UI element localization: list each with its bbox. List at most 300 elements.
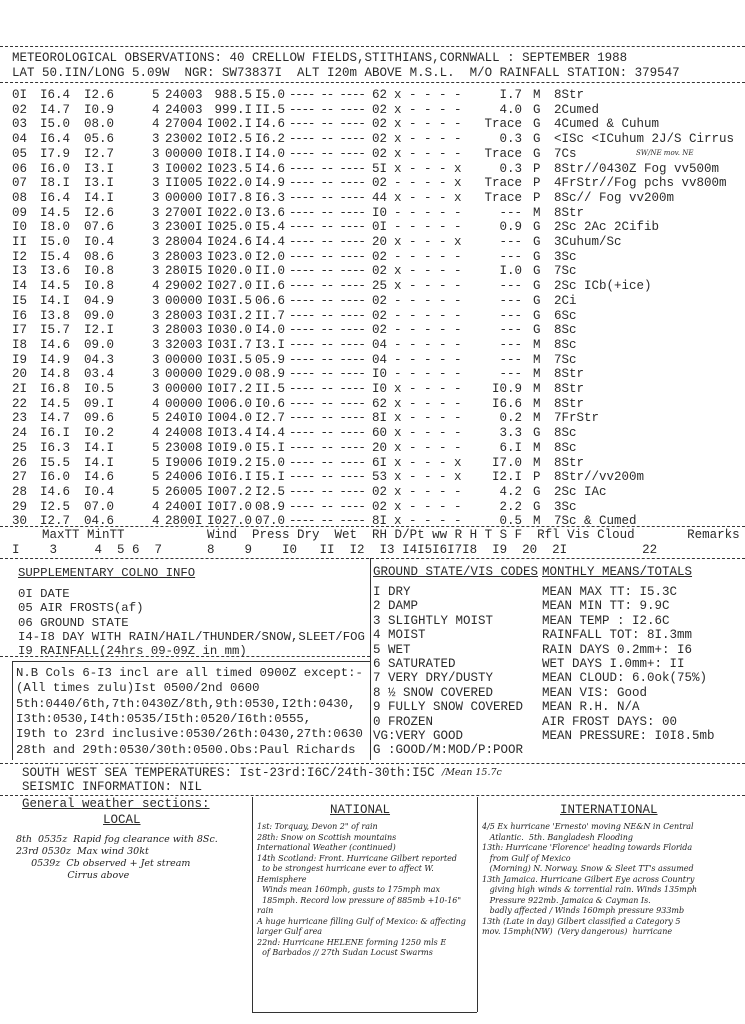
seismic-info: SEISMIC INFORMATION: NIL bbox=[22, 780, 203, 794]
table-row bbox=[0, 294, 745, 308]
pressure: I023.0 bbox=[206, 249, 252, 264]
nb-line: 5th:0440/6th,7th:0430Z/8th,9th:0530,I2th:0430, bbox=[16, 696, 356, 711]
national-note: 28th: Snow on Scottish mountains bbox=[257, 832, 397, 842]
min-temp: I3.I bbox=[84, 176, 115, 191]
blank-columns: ---- -- ---- bbox=[289, 235, 365, 249]
weather-flags: x - - - - bbox=[394, 382, 462, 396]
ground-code: 5 WET bbox=[373, 642, 411, 657]
cloud-remarks: 8Str bbox=[554, 88, 585, 102]
national-note: to be strongest hurricane ever to affect W. Hemisphere bbox=[257, 864, 437, 884]
cloud-remarks: 8Sc bbox=[554, 426, 577, 441]
min-temp: 09.0 bbox=[84, 337, 115, 352]
date: 25 bbox=[12, 440, 28, 455]
ground-code: G :GOOD/M:MOD/P:POOR bbox=[373, 743, 524, 758]
rainfall: --- bbox=[499, 235, 522, 249]
cloud-remarks: 8Sc bbox=[554, 440, 577, 455]
local-title: LOCAL bbox=[103, 813, 141, 827]
visibility: M bbox=[533, 382, 541, 396]
blank-columns: ---- -- ---- bbox=[289, 146, 365, 161]
blank-columns: ---- -- ---- bbox=[289, 117, 365, 132]
visibility: P bbox=[533, 470, 541, 485]
pressure: 988.5 bbox=[214, 88, 252, 102]
rainfall: I.7 bbox=[499, 88, 522, 102]
ground-code: 9 FULLY SNOW COVERED bbox=[373, 700, 524, 715]
blank-columns: ---- -- ---- bbox=[289, 470, 365, 485]
table-row bbox=[0, 500, 745, 514]
dry-bulb: 05.9 bbox=[255, 352, 286, 367]
ground-state: 3 bbox=[152, 176, 160, 191]
divider bbox=[0, 795, 745, 796]
min-temp: I4.I bbox=[84, 455, 115, 470]
blank-columns: ---- -- ---- bbox=[289, 293, 365, 308]
table-row bbox=[0, 279, 745, 293]
visibility: G bbox=[533, 146, 541, 161]
cloud-remarks: 8Str bbox=[554, 382, 585, 396]
max-temp: I4.9 bbox=[40, 352, 71, 367]
max-temp: I5.0 bbox=[40, 117, 71, 132]
blank-columns: ---- -- ---- bbox=[289, 279, 365, 294]
divider bbox=[0, 656, 370, 657]
table-row bbox=[0, 162, 745, 176]
supplementary-title: SUPPLEMENTARY COLNO INFO bbox=[18, 566, 196, 580]
cloud-remarks: 7FrStr bbox=[554, 411, 600, 426]
date: I6 bbox=[12, 308, 28, 323]
weather-code: 6I bbox=[372, 455, 388, 470]
table-row bbox=[0, 470, 745, 484]
date: I2 bbox=[12, 249, 28, 264]
rainfall: I7.0 bbox=[491, 455, 522, 470]
dry-bulb: I5.0 bbox=[255, 88, 286, 102]
ground-code: 4 MOIST bbox=[373, 628, 426, 643]
ground-state: 3 bbox=[152, 249, 160, 264]
ground-state: 3 bbox=[152, 323, 160, 338]
monthly-stat: WET DAYS I.0mm+: II bbox=[542, 657, 685, 671]
page-title: METEOROLOGICAL OBSERVATIONS: 40 CRELLOW FIELDS,STITHIANS,CORNWALL : SEPTEMBER 1988 bbox=[12, 51, 628, 65]
weather-code: 02 bbox=[372, 146, 388, 161]
international-note: 13th (Late in day) Gilbert classified a Category 5 bbox=[482, 916, 681, 926]
cloud-remarks: 3Sc bbox=[554, 499, 577, 514]
table-row bbox=[0, 441, 745, 455]
wind: 28003 bbox=[165, 249, 203, 264]
dry-bulb: I5.I bbox=[255, 440, 286, 455]
max-temp: I6.0 bbox=[40, 470, 71, 485]
visibility: M bbox=[533, 352, 541, 367]
cloud-remarks: 2Sc IAc bbox=[554, 484, 607, 499]
ground-code: 3 SLIGHTLY MOIST bbox=[373, 613, 494, 628]
rainfall: --- bbox=[499, 205, 522, 220]
cloud-remarks: 8Sc bbox=[554, 337, 577, 352]
min-temp: 04.9 bbox=[84, 293, 115, 308]
min-temp: 09.6 bbox=[84, 411, 115, 426]
wind: 2700I bbox=[165, 205, 203, 220]
ground-code: 2 DAMP bbox=[373, 599, 419, 614]
pressure: I022.0 bbox=[206, 205, 252, 220]
weather-flags: - - - - - bbox=[394, 367, 462, 382]
table-row bbox=[0, 176, 745, 190]
nb-line: 28th and 29th:0530/30th:0500.Obs:Paul Richards bbox=[16, 742, 356, 757]
date: 26 bbox=[12, 455, 28, 470]
general-weather-title: General weather sections: bbox=[22, 797, 210, 811]
max-temp: I4.5 bbox=[40, 205, 71, 220]
wind: 28003 bbox=[165, 323, 203, 338]
table-row bbox=[0, 264, 745, 278]
dry-bulb: II.0 bbox=[255, 264, 286, 279]
min-temp: I2.7 bbox=[84, 146, 115, 161]
visibility: G bbox=[533, 117, 541, 132]
date: I9 bbox=[12, 352, 28, 367]
cloud-remarks: 8Str//0430Z Fog vv500m bbox=[554, 161, 720, 176]
max-temp: I3.8 bbox=[40, 308, 71, 323]
table-row bbox=[0, 485, 745, 499]
ground-state: 5 bbox=[152, 88, 160, 102]
supplementary-item: 05 AIR FROSTS(af) bbox=[18, 601, 144, 616]
max-temp: I6.0 bbox=[40, 161, 71, 176]
dry-bulb: I2.5 bbox=[255, 484, 286, 499]
local-notes bbox=[16, 834, 248, 882]
blank-columns: ---- -- ---- bbox=[289, 514, 365, 529]
dry-bulb: II.6 bbox=[255, 279, 286, 294]
rainfall: I6.6 bbox=[491, 396, 522, 411]
visibility: M bbox=[533, 396, 541, 411]
min-temp: I2.6 bbox=[84, 205, 115, 220]
nb-line: I3th:0530,I4th:0535/I5th:0520/I6th:0555, bbox=[16, 711, 312, 726]
ground-state: 4 bbox=[152, 426, 160, 441]
visibility: P bbox=[533, 190, 541, 205]
date: 07 bbox=[12, 176, 28, 191]
national-note: International Weather (continued) bbox=[257, 843, 396, 852]
max-temp: I4.5 bbox=[40, 396, 71, 411]
rainfall: --- bbox=[499, 323, 522, 338]
weather-flags: x - - - x bbox=[394, 455, 462, 470]
national-notes bbox=[257, 822, 471, 959]
table-row bbox=[0, 88, 745, 102]
date: I3 bbox=[12, 264, 28, 279]
weather-flags: x - - - - bbox=[394, 88, 462, 102]
table-row bbox=[0, 411, 745, 425]
weather-flags: x - - - - bbox=[394, 426, 462, 441]
pressure: I0I6.I bbox=[206, 470, 252, 485]
weather-flags: - - - - - bbox=[394, 323, 462, 338]
weather-code: 8I bbox=[372, 514, 388, 529]
blank-columns: ---- -- ---- bbox=[289, 352, 365, 367]
max-temp: I5.5 bbox=[40, 455, 71, 470]
divider bbox=[0, 526, 745, 527]
ground-state: 3 bbox=[152, 308, 160, 323]
date: 05 bbox=[12, 146, 28, 161]
table-row bbox=[0, 309, 745, 323]
weather-code: 62 bbox=[372, 88, 388, 102]
ground-code: 0 FROZEN bbox=[373, 714, 434, 729]
pressure: I029.0 bbox=[206, 367, 252, 382]
weather-flags: x - - - - bbox=[394, 514, 462, 529]
weather-flags: x - - - - bbox=[394, 484, 462, 499]
weather-code: 02 bbox=[372, 249, 388, 264]
table-row bbox=[0, 191, 745, 205]
blank-columns: ---- -- ---- bbox=[289, 455, 365, 470]
max-temp: I4.7 bbox=[40, 102, 71, 117]
date: 04 bbox=[12, 132, 28, 147]
min-temp: I2.I bbox=[84, 323, 115, 338]
date: 08 bbox=[12, 190, 28, 205]
ground-state: 5 bbox=[152, 484, 160, 499]
blank-columns: ---- -- ---- bbox=[289, 499, 365, 514]
ground-state: 4 bbox=[152, 279, 160, 294]
rainfall: 0.5 bbox=[499, 514, 522, 529]
wind: 23008 bbox=[165, 440, 203, 455]
weather-flags: x - - - - bbox=[394, 411, 462, 426]
ground-state: 4 bbox=[152, 396, 160, 411]
visibility: G bbox=[533, 220, 541, 235]
date: 29 bbox=[12, 499, 28, 514]
wind: 29002 bbox=[165, 279, 203, 294]
table-row bbox=[0, 367, 745, 381]
rainfall: --- bbox=[499, 308, 522, 323]
rainfall: --- bbox=[499, 337, 522, 352]
national-note: 185mph. Record low pressure of 885mb +10-16" rain bbox=[257, 895, 464, 915]
wind: 280I5 bbox=[165, 264, 203, 279]
weather-flags: - - - - - bbox=[394, 220, 462, 235]
international-note: giving high winds & torrential rain. Winds 135mph bbox=[482, 885, 698, 894]
max-temp: I5.7 bbox=[40, 323, 71, 338]
weather-code: 02 bbox=[372, 323, 388, 338]
visibility: G bbox=[533, 293, 541, 308]
rainfall: 0.9 bbox=[499, 220, 522, 235]
cloud-remarks: 7Cs bbox=[554, 146, 577, 161]
ground-state: 4 bbox=[152, 514, 160, 529]
column-numbers: I 3 4 5 6 7 8 9 I0 II I2 I3 I4I5I6I7I8 I9 20 2I 22 bbox=[12, 543, 658, 557]
max-temp: I4.6 bbox=[40, 484, 71, 499]
rainfall: 6.I bbox=[499, 440, 522, 455]
table-row bbox=[0, 132, 745, 146]
weather-code: 8I bbox=[372, 411, 388, 426]
max-temp: I8.0 bbox=[40, 220, 71, 235]
visibility: G bbox=[533, 132, 541, 147]
table-row bbox=[0, 426, 745, 440]
visibility: G bbox=[533, 426, 541, 441]
wind: 00000 bbox=[165, 352, 203, 367]
international-note: mov. 15mph(NW) (Very dangerous) hurricane bbox=[482, 927, 673, 936]
min-temp: 08.0 bbox=[84, 117, 115, 132]
dry-bulb: I6.3 bbox=[255, 190, 286, 205]
date: I7 bbox=[12, 323, 28, 338]
dry-bulb: 08.9 bbox=[255, 499, 286, 514]
dry-bulb: I3.I bbox=[255, 337, 286, 352]
weather-flags: x - - - x bbox=[394, 235, 462, 249]
visibility: G bbox=[533, 279, 541, 294]
max-temp: I3.6 bbox=[40, 264, 71, 279]
international-title: INTERNATIONAL bbox=[560, 803, 658, 817]
min-temp: 09.I bbox=[84, 396, 115, 411]
rainfall: --- bbox=[499, 279, 522, 294]
rainfall: 0.3 bbox=[499, 132, 522, 147]
weather-code: 60 bbox=[372, 426, 388, 441]
ground-codes-title: GROUND STATE/VIS CODES bbox=[373, 565, 539, 579]
wind: 00000 bbox=[165, 382, 203, 396]
ground-code: VG:VERY GOOD bbox=[373, 729, 464, 743]
weather-code: 20 bbox=[372, 235, 388, 249]
wind: 27004 bbox=[165, 117, 203, 132]
international-note: Atlantic. 5th. Bangladesh Flooding bbox=[482, 832, 633, 842]
weather-flags: x - - - - bbox=[394, 117, 462, 132]
ground-state: 3 bbox=[152, 220, 160, 235]
min-temp: 07.6 bbox=[84, 220, 115, 235]
supplementary-item: I9 RAINFALL(24hrs 09-09Z in mm) bbox=[18, 644, 247, 659]
rainfall: 0.2 bbox=[499, 411, 522, 426]
local-note: 0539z Cb observed + Jet stream bbox=[16, 858, 191, 869]
ground-state: 3 bbox=[152, 205, 160, 220]
divider bbox=[0, 46, 745, 47]
weather-flags: x - - - - bbox=[394, 396, 462, 411]
min-temp: I3.I bbox=[84, 161, 115, 176]
international-note: 13th Jamaica. Hurricane Gilbert Eye across Country bbox=[482, 874, 695, 884]
blank-columns: ---- -- ---- bbox=[289, 249, 365, 264]
blank-columns: ---- -- ---- bbox=[289, 176, 365, 191]
date: 02 bbox=[12, 102, 28, 117]
ground-state: 3 bbox=[152, 382, 160, 396]
cloud-remarks: 8Str bbox=[554, 205, 585, 220]
weather-flags: x - - - x bbox=[394, 161, 462, 176]
ground-code: 8 ½ SNOW COVERED bbox=[373, 685, 494, 700]
pressure: I0I7.0 bbox=[206, 499, 252, 514]
supplementary-item: I4-I8 DAY WITH RAIN/HAIL/THUNDER/SNOW,SLEET/FOG bbox=[18, 629, 365, 644]
weather-code: 02 bbox=[372, 499, 388, 514]
pressure: I0I3.4 bbox=[206, 426, 252, 441]
ground-state: 3 bbox=[152, 190, 160, 205]
table-row bbox=[0, 235, 745, 249]
ground-state: 3 bbox=[152, 367, 160, 382]
pressure: I027.0 bbox=[206, 279, 252, 294]
visibility: M bbox=[533, 367, 541, 382]
pressure: I0I7.2 bbox=[206, 382, 252, 396]
weather-code: 20 bbox=[372, 440, 388, 455]
weather-code: 25 bbox=[372, 279, 388, 294]
pressure: I006.0 bbox=[206, 396, 252, 411]
cloud-remarks: 6Sc bbox=[554, 308, 577, 323]
cloud-remarks: 2Sc 2Ac 2Cifib bbox=[554, 220, 660, 235]
monthly-stat: MEAN PRESSURE: I0I8.5mb bbox=[542, 729, 715, 743]
monthly-stat: MEAN VIS: Good bbox=[542, 685, 648, 700]
monthly-stat: MEAN CLOUD: 6.0ok(75%) bbox=[542, 671, 708, 686]
dry-bulb: 06.6 bbox=[255, 293, 286, 308]
table-row bbox=[0, 147, 745, 161]
rainfall: 0.3 bbox=[499, 161, 522, 176]
cloud-remarks: 2Ci bbox=[554, 293, 577, 308]
divider bbox=[0, 558, 745, 559]
blank-columns: ---- -- ---- bbox=[289, 205, 365, 220]
weather-code: 5I bbox=[372, 161, 388, 176]
international-notes bbox=[482, 822, 740, 938]
ground-state: 5 bbox=[152, 440, 160, 455]
wind: 240I0 bbox=[165, 411, 203, 426]
weather-code: 02 bbox=[372, 308, 388, 323]
ground-state: 4 bbox=[152, 117, 160, 132]
ground-state: 4 bbox=[152, 499, 160, 514]
min-temp: I0.5 bbox=[84, 382, 115, 396]
supplementary-item: 06 GROUND STATE bbox=[18, 615, 129, 630]
blank-columns: ---- -- ---- bbox=[289, 190, 365, 205]
ground-state: 5 bbox=[152, 411, 160, 426]
wind: 24003 bbox=[165, 88, 203, 102]
monthly-stat: MEAN MAX TT: I5.3C bbox=[542, 585, 678, 599]
weather-code: 02 bbox=[372, 484, 388, 499]
wind: 26005 bbox=[165, 484, 203, 499]
monthly-title: MONTHLY MEANS/TOTALS bbox=[542, 565, 693, 579]
cloud-remarks: 7Sc bbox=[554, 352, 577, 367]
visibility: G bbox=[533, 308, 541, 323]
min-temp: 04.6 bbox=[84, 514, 115, 529]
blank-columns: ---- -- ---- bbox=[289, 396, 365, 411]
weather-code: 53 bbox=[372, 470, 388, 485]
monthly-stat: RAIN DAYS 0.2mm+: I6 bbox=[542, 642, 693, 657]
rainfall: --- bbox=[499, 249, 522, 264]
blank-columns: ---- -- ---- bbox=[289, 367, 365, 382]
visibility: M bbox=[533, 337, 541, 352]
pressure: I0I7.8 bbox=[206, 190, 252, 205]
cloud-remarks: 3Sc bbox=[554, 249, 577, 264]
visibility: G bbox=[533, 249, 541, 264]
blank-columns: ---- -- ---- bbox=[289, 102, 365, 117]
table-row bbox=[0, 397, 745, 411]
visibility: G bbox=[533, 499, 541, 514]
blank-columns: ---- -- ---- bbox=[289, 132, 365, 147]
min-temp: 08.6 bbox=[84, 249, 115, 264]
visibility: M bbox=[533, 205, 541, 220]
min-temp: 09.0 bbox=[84, 308, 115, 323]
date: I8 bbox=[12, 337, 28, 352]
min-temp: I4.6 bbox=[84, 470, 115, 485]
blank-columns: ---- -- ---- bbox=[289, 161, 365, 176]
min-temp: 03.4 bbox=[84, 367, 115, 382]
max-temp: I4.5 bbox=[40, 279, 71, 294]
weather-code: I0 bbox=[372, 367, 388, 382]
visibility: M bbox=[533, 455, 541, 470]
weather-flags: x - - - - bbox=[394, 440, 462, 455]
rainfall: --- bbox=[499, 352, 522, 367]
min-temp: I0.9 bbox=[84, 102, 115, 117]
weather-flags: - - - - - bbox=[394, 293, 462, 308]
cloud-remarks: 2Cumed bbox=[554, 102, 600, 117]
weather-code: 02 bbox=[372, 264, 388, 279]
ground-state: 5 bbox=[152, 455, 160, 470]
weather-code: 02 bbox=[372, 117, 388, 132]
table-row bbox=[0, 103, 745, 117]
ground-code: 7 VERY DRY/DUSTY bbox=[373, 671, 494, 686]
national-title: NATIONAL bbox=[330, 803, 391, 817]
cloud-remarks: 3Cuhum/Sc bbox=[554, 235, 622, 249]
cloud-remarks: 8Str bbox=[554, 396, 585, 411]
max-temp: I5.4 bbox=[40, 249, 71, 264]
station-info: LAT 50.IIN/LONG 5.09W NGR: SW73837I ALT I20m ABOVE M.S.L. M/O RAINFALL STATION: 379547 bbox=[12, 66, 680, 80]
max-temp: I4.8 bbox=[40, 367, 71, 382]
weather-flags: - - - - - bbox=[394, 337, 462, 352]
weather-code: 62 bbox=[372, 396, 388, 411]
wind: 2800I bbox=[165, 514, 203, 529]
column-headers: MaxTT MinTT Wind Press Dry Wet RH D/Pt ww R H T S F Rfl Vis Cloud Remarks bbox=[12, 528, 740, 542]
visibility: M bbox=[533, 88, 541, 102]
pressure: I024.6 bbox=[206, 235, 252, 249]
blank-columns: ---- -- ---- bbox=[289, 308, 365, 323]
wind: 00000 bbox=[165, 190, 203, 205]
local-note: 8th 0535z Rapid fog clearance with 8Sc. bbox=[16, 834, 218, 845]
max-temp: I6.4 bbox=[40, 88, 71, 102]
national-note: 14th Scotland: Front. Hurricane Gilbert reported bbox=[257, 853, 457, 863]
rainfall: 2.2 bbox=[499, 499, 522, 514]
visibility: G bbox=[533, 235, 541, 249]
wind: 28003 bbox=[165, 308, 203, 323]
table-row bbox=[0, 338, 745, 352]
date: 23 bbox=[12, 411, 28, 426]
weather-flags: x - - - x bbox=[394, 190, 462, 205]
